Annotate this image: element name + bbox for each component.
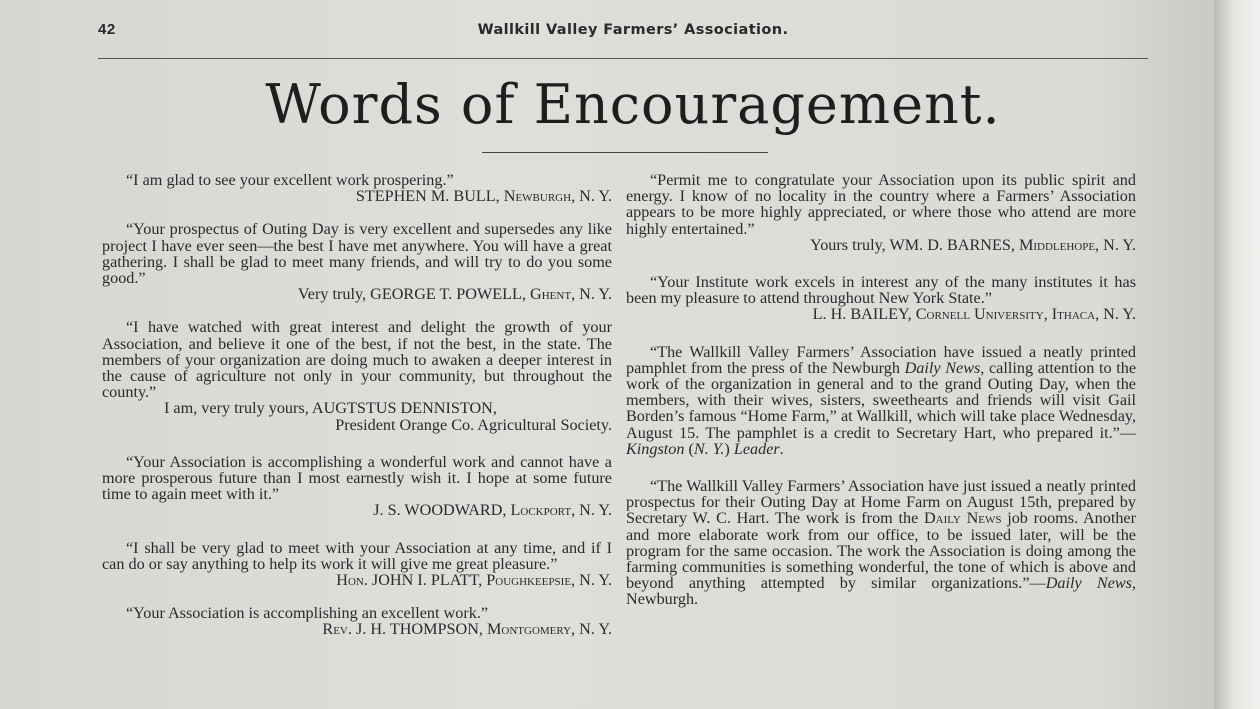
running-head: Wallkill Valley Farmers’ Association. <box>477 22 789 38</box>
signer-name: Yours truly, WM. D. BARNES, <box>810 235 1019 254</box>
testimonial-signature <box>102 188 612 204</box>
signer-place: Poughkeepsie, N. Y. <box>486 571 612 590</box>
page-number: 42 <box>98 21 116 38</box>
testimonial <box>102 454 612 519</box>
signer-place: Montgomery, N. Y. <box>487 620 612 639</box>
newspaper-name: Daily News <box>923 509 1002 528</box>
signer-name: STEPHEN M. BULL, <box>355 187 504 206</box>
text-run: . <box>779 439 784 458</box>
newspaper-name: Daily News <box>904 358 981 377</box>
testimonial-quote: “Your Association is accomplishing an excellent work.” <box>126 604 489 623</box>
signer-place: Lockport, N. Y. <box>510 501 612 520</box>
testimonial-quote: “Permit me to congratulate your Association upon its public spirit and energy. I know of no locality in the country where a Farmers’ Association appears to be more highly appreciated, or where those who attend are more highly entertained.” <box>626 171 1136 238</box>
text-run: “The Wallkill Valley Farmers’ Association have issued a neatly printed pamphlet from the press of the Newburgh <box>626 342 1136 377</box>
testimonial <box>626 274 1136 323</box>
testimonial <box>102 319 612 432</box>
testimonial <box>102 540 612 589</box>
book-gutter <box>1214 0 1260 709</box>
text-run: ( <box>684 439 694 458</box>
testimonial-signature-title: President Orange Co. Agricultural Society. <box>335 415 612 434</box>
signer-place: Middlehope, N. Y. <box>1018 235 1136 254</box>
signer-name: JOHN I. PLATT, <box>371 571 487 590</box>
newspaper-name: Daily News <box>1045 574 1132 593</box>
header-rule <box>98 58 1148 59</box>
press-notice-text <box>626 344 1136 457</box>
signer-name: J. H. THOMPSON, <box>355 620 487 639</box>
testimonial <box>102 221 612 302</box>
testimonial-signature <box>626 237 1136 253</box>
press-notice-text <box>626 478 1136 608</box>
testimonial-signature <box>102 286 612 302</box>
text-run: job rooms. Another and more elaborate work from our office, to be issued later, will be the program for the same occasion. The work the Association is doing among the farming communities is something wonderful, the tone of which is above and beyond anything attempted by similar organizations.”— <box>626 509 1136 593</box>
testimonial-quote: “I have watched with great interest and delight the growth of your Association, and believe it one of the best, if not the best, in the state. The members of your organization are doing much to awaken a deeper interest in the cause of agriculture not only in your community, but throughout the county.” <box>102 318 612 402</box>
newspaper-place: N. Y. <box>693 439 725 458</box>
signer-place: Cornell University, Ithaca, N. Y. <box>915 305 1136 324</box>
page-title: Words of Encouragement. <box>265 73 1001 136</box>
testimonial-quote: “I shall be very glad to meet with your Association at any time, and if I can do or say anything to help its work it will give me great pleasure.” <box>102 538 612 573</box>
text-run: ) <box>724 439 734 458</box>
signer-name: Very truly, GEORGE T. POWELL, <box>297 285 531 304</box>
signer-prefix: Rev. <box>322 620 356 639</box>
signer-place: Newburgh, N. Y. <box>503 187 612 206</box>
testimonial-signature: I am, very truly yours, AUGTSTUS DENNISTON, <box>164 399 497 418</box>
page-header <box>98 20 1148 44</box>
newspaper-name: Leader <box>733 439 780 458</box>
testimonial-quote: “Your Institute work excels in interest any of the many institutes it has been my pleasure to attend throughout New York State.” <box>626 273 1136 308</box>
signer-prefix: Hon. <box>336 571 372 590</box>
press-notice <box>626 344 1136 457</box>
text-run: , Newburgh. <box>626 574 1136 609</box>
newspaper-name: Kingston <box>626 439 685 458</box>
testimonial <box>102 172 612 204</box>
right-column <box>626 172 1136 608</box>
testimonial-signature <box>102 572 612 588</box>
testimonial-signature <box>102 621 612 637</box>
testimonial-quote: “Your prospectus of Outing Day is very excellent and supersedes any like project I have ever seen—the best I have met anywhere. You will have a great gathering. I shall be glad to meet many friends, and will try to do you some good.” <box>102 220 612 288</box>
title-rule <box>482 152 768 153</box>
testimonial-quote: “Your Association is accomplishing a wonderful work and cannot have a more prosperous future than I most earnestly wish it. I hope at some future time to again meet with it.” <box>102 452 612 504</box>
testimonial <box>626 172 1136 253</box>
signer-name: J. S. WOODWARD, <box>373 501 511 520</box>
testimonial <box>102 605 612 637</box>
text-run: , calling attention to the work of the organization in general and to the grand Outing Day, when the members, with their wives, sisters, sweethearts and friends will visit Gail Borden’s famous “Home Farm,” at Wallkill, which will take place Wednesday, August 15. The pamphlet is a credit to Secretary Hart, who prepared it.”— <box>626 358 1136 442</box>
text-run: “The Wallkill Valley Farmers’ Association have just issued a neatly printed prospectus for their Outing Day at Home Farm on August 15th, prepared by Secretary W. C. Hart. The work is from the <box>626 477 1136 528</box>
left-column <box>102 172 612 638</box>
testimonial-signature <box>102 502 612 518</box>
signer-name: L. H. BAILEY, <box>812 305 916 324</box>
signer-place: Ghent, N. Y. <box>530 285 612 304</box>
press-notice <box>626 478 1136 608</box>
testimonial-signature <box>626 306 1136 322</box>
testimonial-quote: “I am glad to see your excellent work prospering.” <box>126 171 454 189</box>
